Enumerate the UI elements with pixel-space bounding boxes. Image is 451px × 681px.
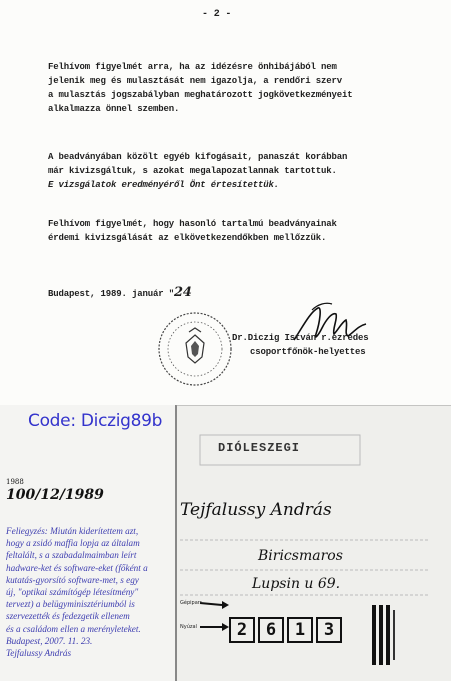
recipient-name: Tejfalussy András [180,500,332,520]
paragraph-1 [48,60,353,116]
date-day: 24 [174,285,192,300]
note-line: és a családom ellen a merényleteket. [6,623,141,634]
envelope-label-2: Nyúzal [180,624,197,630]
paragraph-3 [48,217,337,245]
note-line: szervezették és fedezgetik ellenem [6,611,130,622]
postal-digit: 3 [316,617,342,643]
date-line [48,286,192,301]
postal-digit: 1 [287,617,313,643]
postal-code-boxes [229,617,342,643]
note-line: kutatás-gyorsító software-met, s egy [6,574,139,585]
note-line: hogy a zsidó maffia lopja az általam [6,538,140,549]
text-line: érdemi kivizsgálását az elkövetkezendőkben mellőzzük. [48,233,327,243]
text-line: már kivizsgáltuk, s azokat megalapozatlannak tartottuk. [48,166,337,176]
note-line: feltalált, s a szabadalmaimban leírt [6,550,137,561]
address-line-2: Lupsin u 69. [252,576,341,592]
signatory-name: Dr.Diczig István r.ezredes [232,333,369,343]
note-date: Budapest, 2007. 11. 23. [6,635,93,646]
registration-number: 100/12/1989 [6,487,104,503]
note-line: tervezt) a belügyminisztériumból is [6,599,135,610]
note-line: új, "optikai számítógép létesítmény" [6,587,139,598]
paragraph-2 [48,150,347,192]
signatory-title: csoportfőnök-helyettes [250,347,366,357]
note-line: Feliegyzés: Miután kiderítettem azt, [6,526,139,536]
note-line: hadware-ket és software-eket (főként a [6,562,148,573]
page-number: - 2 - [202,9,232,20]
date-text: Budapest, 1989. január " [48,289,175,299]
signatory-block [232,331,369,359]
text-line: E vizsgálatok eredményéről Önt értesítettük. [48,180,280,190]
text-line: a mulasztás jogszabályban meghatározott jogkövetkezményeit [48,90,353,100]
text-line: Felhívom figyelmét, hogy hasonló tartalmú beadványainak [48,219,337,229]
registration-small: 1988 [6,478,24,486]
envelope-header: DIÓLESZEGI [218,441,301,455]
envelope-label-1: Gépiparr [180,600,202,606]
postal-digit: 6 [258,617,284,643]
annotation-note [6,525,166,659]
address-line-1: Biricsmaros [258,548,343,564]
text-line: alkalmazza önnel szemben. [48,104,180,114]
text-line: jelenik meg és mulasztását nem igazolja, a rendőri szerv [48,76,343,86]
note-signature: Tejfalussy András [6,648,72,659]
text-line: Felhívom figyelmét arra, ha az idézésre önhibájából nem [48,62,337,72]
postal-digit: 2 [229,617,255,643]
official-seal-stamp [156,310,234,388]
text-line: A beadványában közölt egyéb kifogásait, panaszát korábban [48,152,348,162]
code-label: Code: Diczig89b [28,411,163,431]
